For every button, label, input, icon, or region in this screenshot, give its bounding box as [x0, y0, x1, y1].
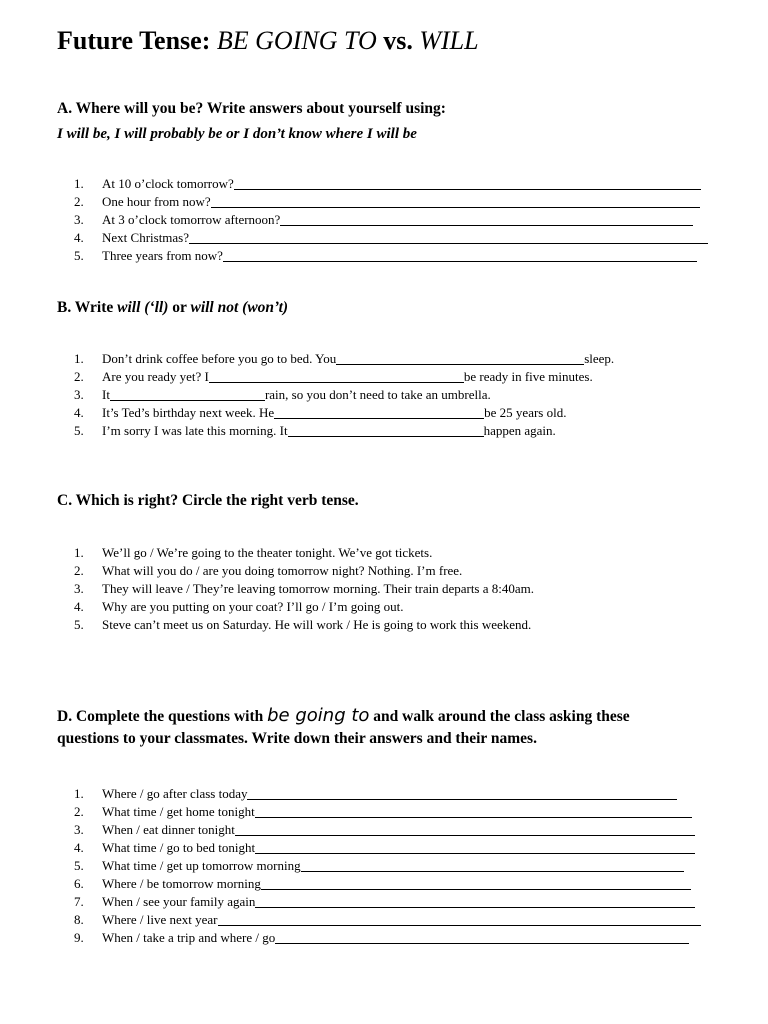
list-item — [74, 857, 701, 875]
item-text: Why are you putting on your coat? I’ll go / I’m going out. — [102, 599, 404, 614]
item-text-before: It’s Ted’s birthday next week. He — [102, 405, 275, 420]
item-text: What will you do / are you doing tomorrow night? Nothing. I’m free. — [102, 563, 463, 578]
answer-blank[interactable] — [288, 424, 484, 437]
item-number: 2. — [74, 369, 84, 384]
answer-blank[interactable] — [209, 370, 464, 383]
list-item — [74, 911, 701, 929]
answer-blank[interactable] — [301, 859, 684, 872]
section-b-heading — [57, 299, 288, 317]
item-number: 5. — [74, 617, 84, 632]
item-text-before: Are you ready yet? I — [102, 369, 209, 384]
title-italic-will: WILL — [419, 26, 479, 55]
page-title — [57, 26, 479, 56]
answer-blank[interactable] — [234, 177, 701, 190]
answer-blank[interactable] — [261, 877, 691, 890]
item-text: What time / get up tomorrow morning — [102, 858, 301, 873]
list-item — [74, 803, 701, 821]
list-item — [74, 422, 614, 440]
answer-blank[interactable] — [235, 823, 695, 836]
answer-blank[interactable] — [336, 352, 584, 365]
list-item — [74, 875, 701, 893]
item-text-after: happen again. — [483, 423, 556, 438]
item-text: When / eat dinner tonight — [102, 822, 235, 837]
list-item — [74, 785, 701, 803]
item-text: Where / be tomorrow morning — [102, 876, 261, 891]
list-item — [74, 229, 708, 247]
item-number: 3. — [74, 212, 84, 227]
item-text-before: Don’t drink coffee before you go to bed. You — [102, 351, 337, 366]
answer-blank[interactable] — [247, 787, 677, 800]
list-item — [74, 893, 701, 911]
heading-script-be-going-to: be going to — [267, 705, 370, 726]
section-a-list — [74, 175, 708, 265]
item-text: At 10 o’clock tomorrow? — [102, 176, 234, 191]
item-number: 7. — [74, 894, 84, 909]
section-b-list — [74, 350, 614, 440]
list-item — [74, 193, 708, 211]
item-text: They will leave / They’re leaving tomorrow morning. Their train departs a 8:40am. — [102, 581, 535, 596]
item-text: What time / go to bed tonight — [102, 840, 256, 855]
heading-text: B. Write — [57, 299, 118, 316]
answer-blank[interactable] — [255, 895, 695, 908]
list-item — [74, 247, 708, 265]
answer-blank[interactable] — [110, 388, 265, 401]
item-text: When / take a trip and where / go — [102, 930, 276, 945]
item-number: 2. — [74, 804, 84, 819]
item-text: One hour from now? — [102, 194, 211, 209]
heading-italic-will: will (‘ll) — [117, 299, 169, 316]
section-a-heading: A. Where will you be? Write answers about yourself using: — [57, 100, 446, 117]
item-text: Steve can’t meet us on Saturday. He will work / He is going to work this weekend. — [102, 617, 532, 632]
section-c-list — [74, 544, 534, 634]
answer-blank[interactable] — [223, 249, 697, 262]
item-number: 5. — [74, 858, 84, 873]
item-number: 8. — [74, 912, 84, 927]
list-item — [74, 404, 614, 422]
item-number: 4. — [74, 599, 84, 614]
item-number: 5. — [74, 248, 84, 263]
item-number: 5. — [74, 423, 84, 438]
item-number: 2. — [74, 563, 84, 578]
list-item — [74, 616, 534, 634]
answer-blank[interactable] — [280, 213, 693, 226]
list-item — [74, 580, 534, 598]
list-item — [74, 839, 701, 857]
answer-blank[interactable] — [211, 195, 700, 208]
section-c-heading: C. Which is right? Circle the right verb tense. — [57, 492, 359, 509]
item-text: Where / live next year — [102, 912, 218, 927]
item-text-after: rain, so you don’t need to take an umbrella. — [264, 387, 491, 402]
item-number: 4. — [74, 840, 84, 855]
item-text: Next Christmas? — [102, 230, 190, 245]
heading-text-or: or — [168, 299, 191, 316]
item-text: Where / go after class today — [102, 786, 248, 801]
list-item — [74, 562, 534, 580]
list-item — [74, 350, 614, 368]
item-text: Three years from now? — [102, 248, 223, 263]
heading-italic-will-not: will not (won’t) — [190, 299, 289, 316]
list-item — [74, 598, 534, 616]
heading-text-suffix: and walk around the class asking these — [369, 708, 630, 725]
item-number: 4. — [74, 405, 84, 420]
item-text-after: be 25 years old. — [484, 405, 567, 420]
item-number: 1. — [74, 545, 84, 560]
list-item — [74, 386, 614, 404]
item-number: 6. — [74, 876, 84, 891]
list-item — [74, 544, 534, 562]
list-item — [74, 175, 708, 193]
item-number: 1. — [74, 176, 84, 191]
answer-blank[interactable] — [275, 931, 689, 944]
list-item — [74, 211, 708, 229]
item-text: We’ll go / We’re going to the theater tonight. We’ve got tickets. — [102, 545, 433, 560]
answer-blank[interactable] — [218, 913, 701, 926]
item-text-before: I’m sorry I was late this morning. It — [102, 423, 288, 438]
list-item — [74, 929, 701, 947]
item-number: 1. — [74, 351, 84, 366]
answer-blank[interactable] — [189, 231, 708, 244]
answer-blank[interactable] — [255, 841, 695, 854]
item-number: 3. — [74, 387, 84, 402]
item-number: 3. — [74, 581, 84, 596]
item-text-before: It — [102, 387, 110, 402]
heading-text: D. Complete the questions with — [57, 708, 268, 725]
list-item — [74, 368, 614, 386]
item-number: 4. — [74, 230, 84, 245]
title-vs: vs. — [383, 26, 413, 55]
item-number: 3. — [74, 822, 84, 837]
item-text: At 3 o’clock tomorrow afternoon? — [102, 212, 281, 227]
section-d-heading — [57, 705, 630, 726]
section-a-subheading: I will be, I will probably be or I don’t know where I will be — [57, 126, 417, 142]
item-text-after: be ready in five minutes. — [463, 369, 593, 384]
answer-blank[interactable] — [255, 805, 692, 818]
item-number: 1. — [74, 786, 84, 801]
item-number: 2. — [74, 194, 84, 209]
item-text-after: sleep. — [584, 351, 615, 366]
section-d-list — [74, 785, 701, 947]
item-number: 9. — [74, 930, 84, 945]
item-text: What time / get home tonight — [102, 804, 255, 819]
title-italic-be-going-to: BE GOING TO — [216, 26, 377, 55]
section-d-heading-line2: questions to your classmates. Write down their answers and their names. — [57, 730, 537, 747]
list-item — [74, 821, 701, 839]
answer-blank[interactable] — [274, 406, 484, 419]
item-text: When / see your family again — [102, 894, 256, 909]
title-main: Future Tense: — [57, 26, 211, 55]
